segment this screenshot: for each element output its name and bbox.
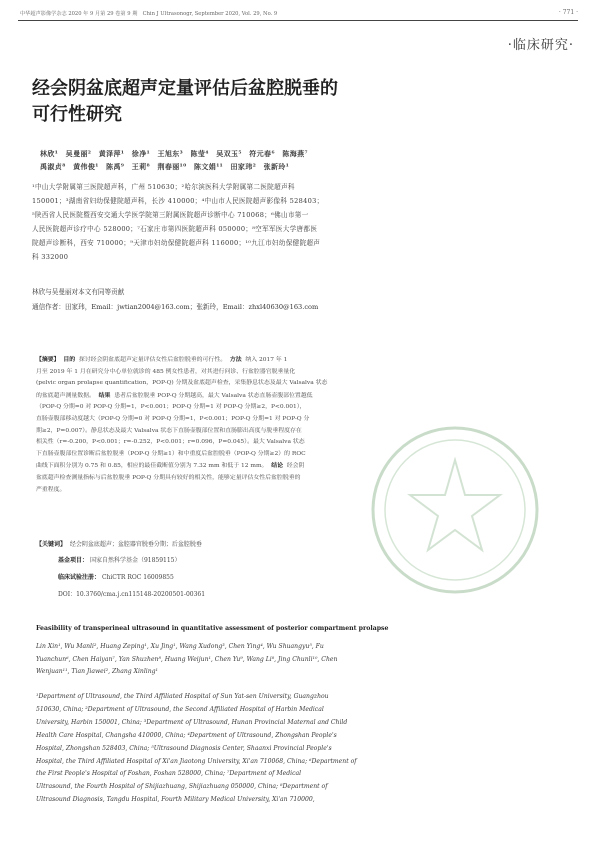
abstract-line: 下直肠壶腹部位置诊断后盆腔脱垂（POP-Q 分期≥1）和中重度后盆腔脱垂（POP-Q 分期≥2）的 ROC: [36, 450, 306, 457]
author-line-1: 林欣¹ 吴曼丽² 黄泽萍¹ 徐净¹ 王旭东³ 陈莹⁴ 吴双玉⁵ 符元春⁶ 陈海燕⁷: [40, 149, 308, 158]
affiliation-line-en: Health Care Hospital, Changsha 410000, China; ⁴Department of Ultrasound, Zhongshan People's: [36, 731, 337, 739]
abstract-line: 期≥2，P=0.007）。静息状态及最大 Valsalva 状态下直肠壶腹部位置和直肠膨出高度与脱垂程度存在: [36, 427, 302, 434]
correspondence: 通信作者：田家玮，Email：jwtian2004@163.com；张新玲，Email：zhxl40630@163.com: [32, 303, 319, 311]
article-title-cn: [32, 76, 472, 128]
page-number: · 771 ·: [558, 9, 578, 16]
running-header-journal: 中华超声影像学杂志 2020 年 9 月第 29 卷第 9 期 Chin J Ultrasonogr, September 2020, Vol. 29, No. 9: [20, 11, 278, 17]
abstract-objective-heading: 目的: [63, 356, 76, 363]
affiliation-line-en: Ultrasound Diagnosis, Tangdu Hospital, Fourth Military Medical University, Xi'an 710000,: [36, 796, 315, 804]
abstract-line: (pelvic organ prolapse quantification，POP-Q) 分期及盆底超声检查，采集静息状态及最大 Valsalva 状态: [36, 380, 328, 387]
author-line-en: Yuanchun⁶, Chen Haiyan⁷, Yan Shuzhen⁸, Huang Weijun¹, Chen Yu⁹, Wang Li⁸, Jing Chunli¹⁰, Chen: [36, 655, 338, 663]
abstract-conclusion-heading: 结论: [271, 462, 283, 470]
author-list-cn: [40, 147, 480, 173]
doi: DOI：10.3760/cma.j.cn115148-20200501-00361: [58, 591, 206, 598]
affiliation-line-en: Ultrasound, the Fourth Hospital of Shijiazhuang, Shijiazhuang 050000, China; ⁸Department of: [36, 783, 328, 791]
fund-label: 基金项目：: [58, 557, 89, 564]
trial-text: ChiCTR ROC 16009855: [101, 574, 174, 581]
title-line-2: 可行性研究: [32, 104, 122, 125]
abstract-line: 的盆底超声测量数据。 结果 患者后盆腔脱垂 POP-Q 分期越高，最大 Valsalva 状态直肠壶腹部位置越低: [36, 391, 313, 399]
affiliation-line-en: ¹Department of Ultrasound, the Third Affiliated Hospital of Sun Yat-sen University, Guangzhou: [36, 693, 329, 700]
keywords: [36, 539, 556, 548]
author-line-en: Wenjuan¹¹, Tian Jiawei², Zhang Xinling¹: [36, 668, 158, 676]
affiliation-line: ⁵陕西省人民医院暨西安交通大学医学院第三附属医院超声诊断中心 710068；⁶佛山市第一: [32, 211, 309, 219]
abstract-line: 相关性（r=-0.200，P<0.001；r=-0.252，P<0.001；r=0.096，P=0.045）。最大 Valsalva 状态: [36, 439, 305, 446]
keywords-label: 【关键词】: [36, 541, 67, 548]
title-line-1: 经会阴盆底超声定量评估后盆腔脱垂的: [32, 78, 338, 99]
affiliation-line-en: University, Harbin 150001, China; ³Department of Ultrasound, Hunan Provincial Maternal and Child: [36, 718, 348, 726]
affiliation-line: 150001；³湖南省妇幼保健院超声科，长沙 410000；⁴中山市人民医院超声影像科 528403；: [32, 197, 324, 205]
affiliation-line-en: Hospital, the Third Affiliated Hospital of Xi'an Jiaotong University, Xi'an 710068, China; ⁶Department of: [36, 757, 357, 765]
section-tag: ·临床研究·: [507, 38, 574, 53]
abstract-line: 月至 2019 年 1 月在研究分中心单位就诊的 485 例女性患者，对其进行问诊、行盆腔器官脱垂量化: [36, 368, 296, 375]
affiliation-line-en: 510630, China; ²Department of Ultrasound, the Second Affiliated Hospital of Harbin Medical: [36, 705, 324, 713]
affiliation-line: 人民医院超声诊疗中心 528000；⁷石家庄市第四医院超声科 050000；⁸空军军医大学唐都医: [32, 225, 318, 233]
abstract-line: （POP-Q 分期=0 对 POP-Q 分期=1，P<0.001；POP-Q 分期=1 对 POP-Q 分期≥2，P<0.001），: [36, 404, 306, 411]
fund-info: [58, 555, 180, 564]
author-line-en: Lin Xin¹, Wu Manli², Huang Zeping¹, Xu Jing¹, Wang Xudong³, Chen Ying⁴, Wu Shuangyu⁵, Fu: [36, 643, 324, 650]
abstract-line: 【摘要】 目的 探讨经会阴盆底超声定量评估女性后盆腔脱垂的可行性。 方法 纳入 2017 年 1: [36, 356, 288, 363]
abstract-line: 盆底超声检查测量指标与后盆腔脱垂 POP-Q 分期具有较好的相关性，能够定量评估女性后盆腔脱垂的: [36, 474, 301, 481]
article-title-en: Feasibility of transperineal ultrasound in quantitative assessment of posterior compartment prolapse: [36, 625, 389, 632]
abstract-methods-heading: 方法: [229, 356, 242, 363]
equal-contribution-note: 林欣与吴曼丽对本文有同等贡献: [32, 288, 125, 296]
abstract-line: 曲线下面积分别为 0.75 和 0.85，相应的最佳截断值分别为 7.32 mm 和低于 12 mm。 结论 经会阴: [36, 462, 305, 470]
abstract-results-heading: 结果: [98, 391, 111, 399]
affiliations-en: [36, 691, 572, 807]
abstract-label: 【摘要】: [36, 356, 60, 363]
keywords-text: 经会阴盆底超声；盆腔器官脱垂分期；后盆腔脱垂: [69, 541, 202, 548]
fund-text: 国家自然科学基金（91859115）: [89, 557, 181, 564]
affiliation-line: ¹中山大学附属第三医院超声科，广州 510630；²哈尔滨医科大学附属第二医院超声科: [32, 183, 295, 191]
affiliation-line: 院超声诊断科，西安 710000；⁹天津市妇幼保健院超声科 116000；¹⁰九江市妇幼保健院超声: [32, 239, 321, 247]
author-line-2: 禹淑贞⁸ 黄伟俊¹ 陈禹⁹ 王莉⁸ 荆春丽¹⁰ 陈文娟¹¹ 田家玮² 张新玲¹: [40, 162, 290, 171]
affiliation-line-en: Hospital, Zhongshan 528403, China; ⁵Ultrasound Diagnosis Center, Shaanxi Provincial People's: [36, 744, 332, 752]
affiliations-cn: [32, 180, 484, 264]
trial-registration: [58, 572, 174, 581]
abstract-line: 直肠壶腹部移动度越大（POP-Q 分期=0 对 POP-Q 分期=1，P<0.001；POP-Q 分期=1 对 POP-Q 分: [36, 415, 310, 422]
affiliation-line-en: the First People's Hospital of Foshan, Foshan 528000, China; ⁷Department of Medical: [36, 770, 302, 778]
trial-label: 临床试验注册：: [58, 574, 101, 581]
abstract: [36, 354, 570, 496]
abstract-line: 严重程度。: [36, 486, 66, 493]
affiliation-line: 科 332000: [32, 253, 69, 261]
author-list-en: [36, 641, 566, 679]
running-header: [18, 8, 578, 21]
